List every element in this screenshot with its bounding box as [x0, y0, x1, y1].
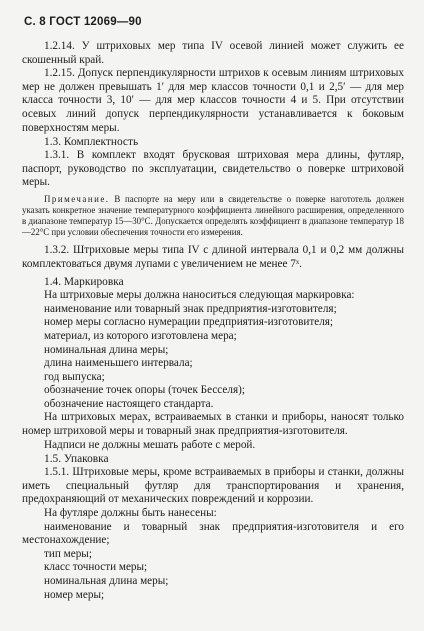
note-paragraph	[22, 194, 404, 238]
note-text: В паспорте на меру или в свидетельстве о поверке нагототель должен указать конкретное значение температурного коэффициента линейного расширения, определенного в диапазоне температур 15—30°С. Допускается определять коэффициент в диапазоне температур 18—22°С при условии обеспечения точности его измерения.	[22, 193, 404, 237]
case-item: номер меры;	[44, 588, 105, 601]
case-item: номинальная длина меры;	[44, 575, 169, 587]
section-1-3-heading: 1.3. Комплектность	[44, 136, 139, 149]
paragraph-1-5-1: 1.5.1. Штриховые меры, кроме встраиваемых в приборы и станки, должны иметь специальный футляр для транспортирования и хранения, предохраняющий от механических повреждений и коррозии.	[22, 466, 404, 506]
paragraph-1-2-15: 1.2.15. Допуск перпендикулярности штрихов к осевым линиям штриховых мер не должен превышать 1′ для мер классов точности 0,1 и 2,5′ — для мер класса точности 3, 10′ — для мер классов точности 4 и 5. При отсутствии осевых линий допуск перпендикулярности устанавливается к боковым поверхностям меры.	[22, 67, 404, 134]
paragraph-1-3-2: 1.3.2. Штриховые меры типа IV с длиной интервала 0,1 и 0,2 мм должны комплектоваться двумя лупами с увеличением не менее 7ˣ.	[22, 243, 404, 270]
marking-item: номинальная длина меры;	[44, 343, 169, 356]
case-item: класс точности меры;	[44, 561, 148, 574]
case-item: тип меры;	[44, 547, 92, 560]
marking-item: год выпуска;	[44, 370, 105, 383]
section-1-4-heading: 1.4. Маркировка	[44, 276, 124, 289]
marking-item: материал, из которого изготовлена мера;	[44, 329, 237, 342]
paragraph-1-4-embedded: На штриховых мерах, встраиваемых в станки и приборы, наносят только номер штриховой меры и товарный знак предприятия-изготовителя.	[22, 411, 404, 438]
marking-item: обозначение точек опоры (точек Бесселя);	[44, 384, 245, 397]
marking-item: номер меры согласно нумерации предприятия-изготовителя;	[44, 316, 334, 329]
paragraph-1-4-intro: На штриховые меры должна наноситься следующая маркировка:	[44, 289, 355, 302]
section-1-5-heading: 1.5. Упаковка	[44, 453, 109, 466]
marking-item: обозначение настоящего стандарта.	[44, 397, 214, 410]
marking-item: наименование или товарный знак предприятия-изготовителя;	[44, 302, 337, 315]
paragraph-1-2-14: 1.2.14. У штриховых мер типа IV осевой линией может служить ее скошенный край.	[22, 40, 404, 66]
page-header: С. 8 ГОСТ 12069—90	[24, 16, 142, 28]
paragraph-1-3-1: 1.3.1. В комплект входят брусковая штриховая мера длины, футляр, паспорт, руководство по эксплуатации, свидетельство о поверке штриховой меры.	[22, 149, 404, 189]
marking-item: длина наименьшего интервала;	[44, 357, 193, 370]
note-label: Примечание.	[44, 193, 110, 204]
case-item: наименование и товарный знак предприятия-изготовителя и его местонахождение;	[22, 520, 404, 547]
paragraph-1-4-inscriptions: Надписи не должны мешать работе с мерой.	[44, 438, 256, 451]
paragraph-1-5-intro: На футляре должны быть нанесены:	[44, 507, 217, 520]
